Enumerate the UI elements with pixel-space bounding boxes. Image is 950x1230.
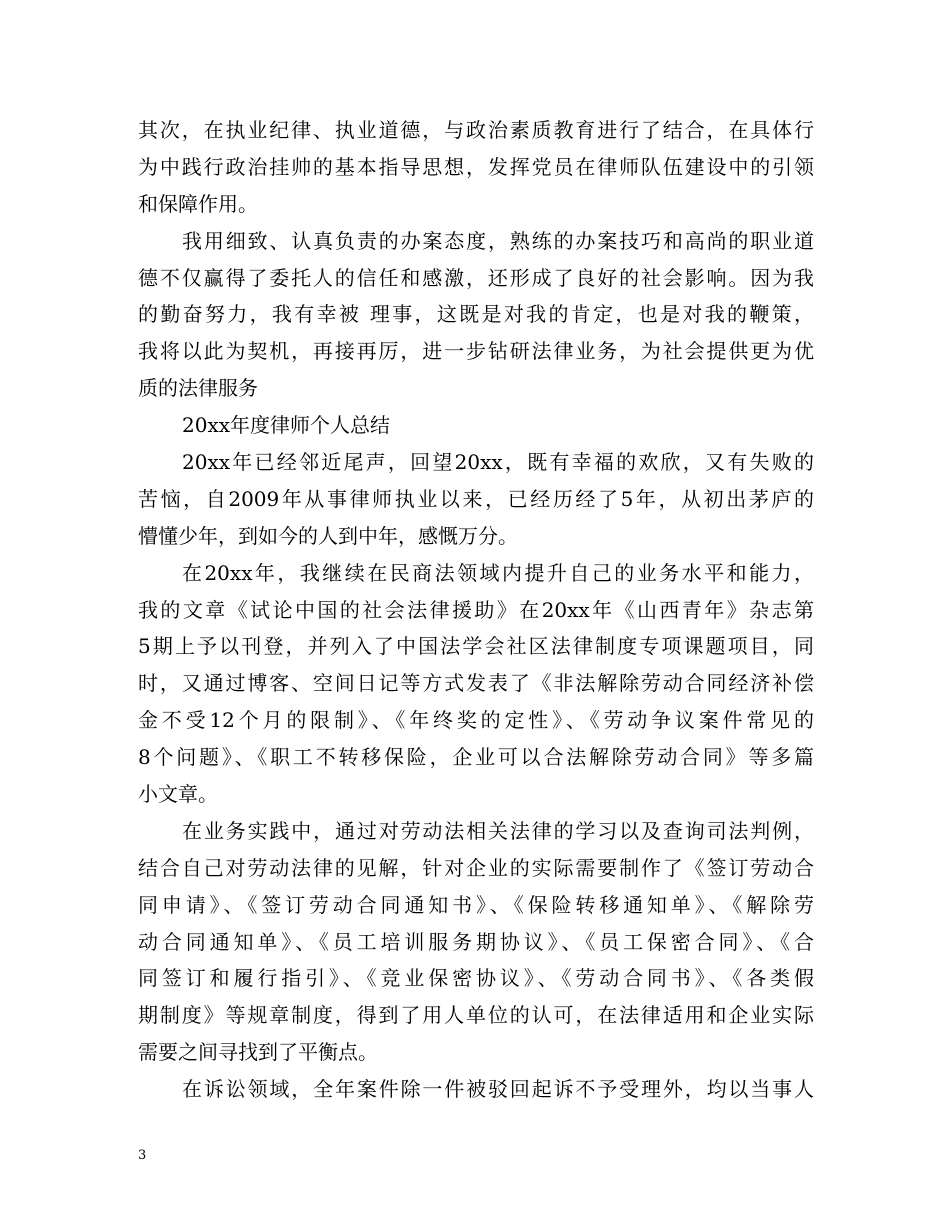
text-line: 在诉讼领域，全年案件除一件被驳回起诉不予受理外，均以当事人 bbox=[182, 1077, 814, 1102]
text-line: 动合同通知单》、《员工培训服务期协议》、《员工保密合同》、《合 bbox=[138, 929, 814, 954]
text-line: 我用细致、认真负责的办案态度，熟练的办案技巧和高尚的职业道 bbox=[182, 228, 814, 253]
text-line: 我的文章《试论中国的社会法律援助》在20xx年《山西青年》杂志第 bbox=[138, 597, 814, 622]
text-line: 期制度》等规章制度，得到了用人单位的认可，在法律适用和企业实际 bbox=[138, 1003, 814, 1028]
text-line: 我将以此为契机，再接再厉，进一步钻研法律业务，为社会提供更为优 bbox=[138, 339, 814, 364]
page-number: 3 bbox=[138, 1148, 147, 1163]
text-line: 懵懂少年，到如今的人到中年，感慨万分。 bbox=[138, 523, 518, 548]
text-line: 在20xx年，我继续在民商法领域内提升自己的业务水平和能力， bbox=[182, 560, 814, 585]
text-line: 20xx年已经邻近尾声，回望20xx，既有幸福的欢欣，又有失败的 bbox=[182, 450, 814, 475]
text-line: 时，又通过博客、空间日记等方式发表了《非法解除劳动合同经济补偿 bbox=[138, 671, 814, 696]
text-line: 金不受12个月的限制》、《年终奖的定性》、《劳动争议案件常见的 bbox=[138, 708, 814, 733]
text-line: 小文章。 bbox=[138, 782, 218, 807]
text-line: 其次，在执业纪律、执业道德，与政治素质教育进行了结合，在具体行 bbox=[138, 118, 814, 142]
text-line: 结合自己对劳动法律的见解，针对企业的实际需要制作了《签订劳动合 bbox=[138, 855, 814, 880]
text-line: 为中践行政治挂帅的基本指导思想，发挥党员在律师队伍建设中的引领 bbox=[138, 154, 814, 179]
text-line: 的勤奋努力，我有幸被 理事，这既是对我的肯定，也是对我的鞭策， bbox=[138, 302, 814, 327]
text-line: 同申请》、《签订劳动合同通知书》、《保险转移通知单》、《解除劳 bbox=[138, 892, 814, 917]
text-line: 在业务实践中，通过对劳动法相关法律的学习以及查询司法判例， bbox=[182, 818, 814, 843]
text-line: 5期上予以刊登，并列入了中国法学会社区法律制度专项课题项目，同 bbox=[138, 634, 814, 659]
body-text bbox=[138, 112, 814, 1108]
text-line: 同签订和履行指引》、《竞业保密协议》、《劳动合同书》、《各类假 bbox=[138, 966, 814, 991]
text-line: 质的法律服务 bbox=[138, 376, 258, 401]
text-line: 需要之间寻找到了平衡点。 bbox=[138, 1040, 378, 1065]
text-line: 苦恼，自2009年从事律师执业以来，已经历经了5年，从初出茅庐的 bbox=[138, 486, 814, 511]
text-line: 20xx年度律师个人总结 bbox=[182, 413, 391, 438]
text-line: 8个问题》、《职工不转移保险，企业可以合法解除劳动合同》等多篇 bbox=[138, 745, 814, 770]
text-line: 德不仅赢得了委托人的信任和感激，还形成了良好的社会影响。因为我 bbox=[138, 265, 814, 290]
text-line: 和保障作用。 bbox=[138, 191, 258, 216]
